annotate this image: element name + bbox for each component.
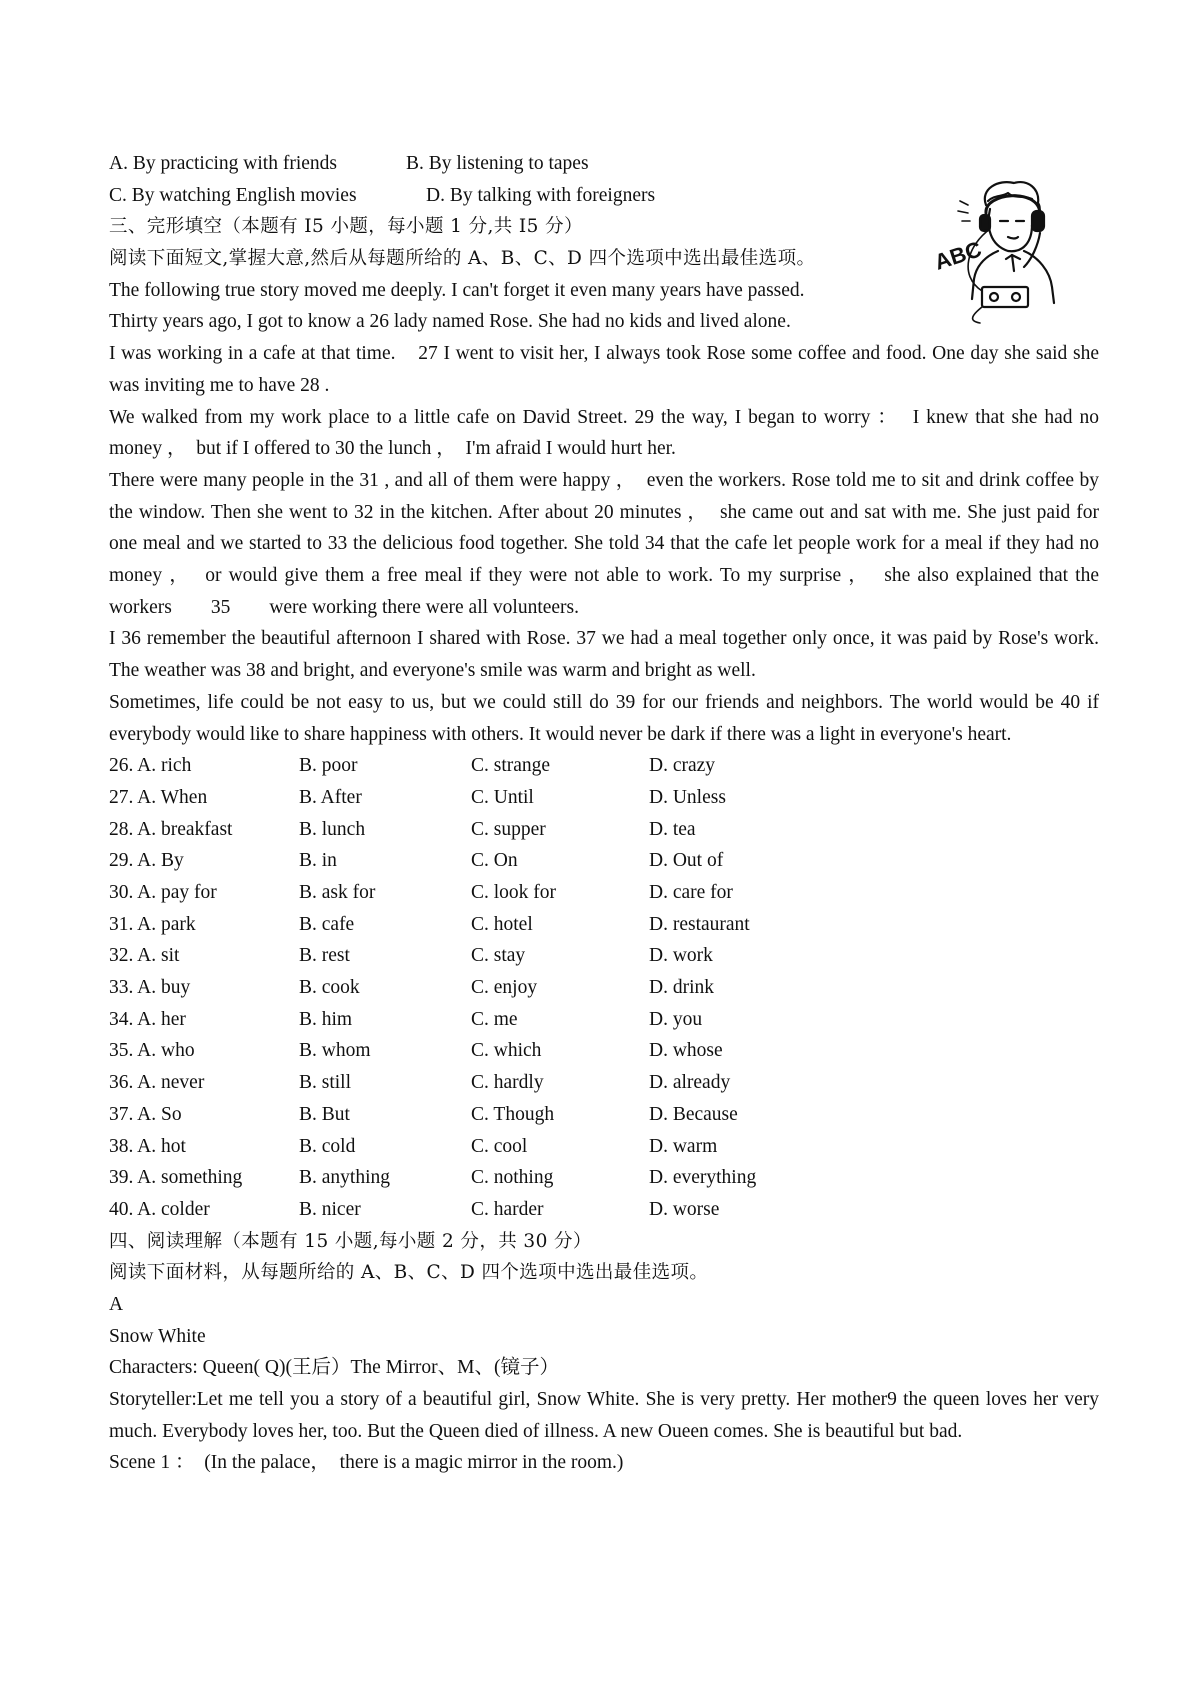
question-option-b: B. cafe: [299, 913, 355, 935]
question-option-d: D. Out of: [649, 850, 724, 872]
question-option-a: 34. A. her: [109, 1008, 186, 1030]
reading-section-label: A: [109, 1293, 124, 1315]
question-option-c: C. enjoy: [471, 977, 538, 999]
question-option-d: D. warm: [649, 1135, 718, 1157]
question-row: [109, 1067, 1099, 1099]
question-option-d: D. whose: [649, 1040, 723, 1062]
question-option-c: C. stay: [471, 945, 526, 967]
cloze-paragraph: The following true story moved me deeply. I can't forget it even many years have passed.: [109, 279, 805, 301]
illustration-letters: ABC: [931, 236, 985, 275]
question-option-d: D. you: [649, 1008, 703, 1030]
question-option-d: D. Because: [649, 1103, 738, 1125]
question-option-d: D. restaurant: [649, 913, 750, 935]
question-option-b: B. poor: [299, 755, 358, 777]
question-option-a: 32. A. sit: [109, 945, 180, 967]
question-option-d: D. everything: [649, 1167, 757, 1189]
question-option-d: D. Unless: [649, 786, 726, 808]
question-option-c: C. On: [471, 850, 518, 872]
question-option-a: 29. A. By: [109, 850, 184, 872]
question-option-a: 39. A. something: [109, 1167, 243, 1189]
question-option-c: C. Though: [471, 1103, 555, 1125]
listening-option-d: D. By talking with foreigners: [426, 184, 656, 206]
question-option-a: 37. A. So: [109, 1103, 182, 1125]
reading-storyteller: Storyteller:Let me tell you a story of a beautiful girl, Snow White. She is very pretty. Her mother9 the queen loves her very much. Everybody loves her, too. But the Queen died of illness. A new Oueen comes. She is beautiful but bad.: [109, 1389, 1099, 1442]
question-option-c: C. look for: [471, 882, 557, 904]
question-option-d: D. drink: [649, 977, 714, 999]
question-option-d: D. already: [649, 1072, 731, 1094]
cloze-paragraph: I was working in a cafe at that time. 27 I went to visit her, I always took Rose some coffee and food. One day she said she was inviting me to have 28 .: [109, 343, 1104, 396]
question-option-a: 33. A. buy: [109, 977, 191, 999]
question-row: [109, 750, 1099, 782]
reading-heading: 四、阅读理解（本题有 15 小题,每小题 2 分，共 30 分）: [109, 1230, 592, 1252]
cloze-heading: 三、完形填空（本题有 I5 小题，每小题 1 分,共 I5 分）: [109, 216, 583, 238]
question-option-b: B. whom: [299, 1040, 371, 1062]
question-option-d: D. care for: [649, 882, 733, 904]
cloze-instruction: 阅读下面短文,掌握大意,然后从每题所给的 A、B、C、D 四个选项中选出最佳选项。: [109, 248, 816, 270]
question-option-c: C. hotel: [471, 913, 533, 935]
question-row: [109, 1004, 1099, 1036]
question-row: [109, 972, 1099, 1004]
cloze-paragraph: Thirty years ago, I got to know a 26 lady named Rose. She had no kids and lived alone.: [109, 311, 791, 333]
question-option-b: B. in: [299, 850, 337, 872]
question-option-c: C. which: [471, 1040, 542, 1062]
question-row: [109, 1131, 1099, 1163]
reading-scene: Scene 1 ： (In the palace， there is a magic mirror in the room.): [109, 1452, 624, 1474]
question-option-c: C. hardly: [471, 1072, 544, 1094]
question-row: [109, 1194, 1099, 1226]
question-option-c: C. strange: [471, 755, 551, 777]
question-option-a: 27. A. When: [109, 786, 208, 808]
reading-instruction: 阅读下面材料，从每题所给的 A、B、C、D 四个选项中选出最佳选项。: [109, 1262, 709, 1284]
question-option-a: 28. A. breakfast: [109, 818, 233, 840]
reading-title: Snow White: [109, 1325, 206, 1347]
question-row: [109, 1035, 1099, 1067]
question-row: [109, 877, 1099, 909]
question-option-d: D. crazy: [649, 755, 716, 777]
question-row: [109, 1099, 1099, 1131]
question-row: [109, 845, 1099, 877]
question-option-c: C. nothing: [471, 1167, 554, 1189]
question-option-a: 26. A. rich: [109, 755, 192, 777]
question-option-b: B. still: [299, 1072, 352, 1094]
question-option-a: 35. A. who: [109, 1040, 195, 1062]
question-option-d: D. worse: [649, 1198, 720, 1220]
listening-option-c: C. By watching English movies: [109, 184, 357, 206]
question-row: [109, 1162, 1099, 1194]
question-row: [109, 940, 1099, 972]
question-option-a: 38. A. hot: [109, 1135, 186, 1157]
question-option-b: B. him: [299, 1008, 353, 1030]
listening-options-row-2: [109, 180, 1099, 212]
question-option-b: B. cold: [299, 1135, 356, 1157]
question-row: [109, 814, 1099, 846]
question-option-b: B. nicer: [299, 1198, 361, 1220]
question-row: [109, 909, 1099, 941]
question-option-c: C. cool: [471, 1135, 528, 1157]
question-option-a: 31. A. park: [109, 913, 196, 935]
cloze-paragraph: I 36 remember the beautiful afternoon I shared with Rose. 37 we had a meal together only once, it was paid by Rose's work. The weather was 38 and bright, and everyone's smile was warm and bright as well.: [109, 628, 1099, 682]
question-option-a: 36. A. never: [109, 1072, 205, 1094]
reading-characters: Characters: Queen( Q)(王后）The Mirror、M、(镜子）: [109, 1357, 560, 1379]
question-option-c: C. supper: [471, 818, 546, 840]
exam-page: [109, 148, 1104, 1479]
question-option-d: D. tea: [649, 818, 696, 840]
question-option-b: B. But: [299, 1103, 350, 1125]
cloze-passage: [109, 275, 1104, 751]
question-option-a: 30. A. pay for: [109, 882, 217, 904]
question-option-c: C. Until: [471, 786, 534, 808]
cloze-question-list: [109, 750, 1099, 1225]
question-option-b: B. anything: [299, 1167, 390, 1189]
listening-option-b: B. By listening to tapes: [406, 153, 589, 174]
listening-option-a: A. By practicing with friends: [109, 153, 337, 174]
listening-options-row-1: [109, 148, 1099, 180]
question-option-a: 40. A. colder: [109, 1198, 210, 1220]
question-option-c: C. harder: [471, 1198, 544, 1220]
question-option-c: C. me: [471, 1008, 518, 1030]
question-option-b: B. After: [299, 786, 362, 808]
cloze-paragraph: There were many people in the 31 , and all of them were happy ， even the workers. Rose told me to sit and drink coffee by the window. Then she went to 32 in the kitchen. After about 20 minutes ， she came out and sat with me. She just paid for one meal and we started to 33 the delicious food together. She told 34 that the cafe let people work for a meal if they had no money ， or would give them a free meal if they were not able to work. To my surprise ， she also explained that the workers 35 were working there were all volunteers.: [109, 469, 1104, 618]
cloze-paragraph: We walked from my work place to a little cafe on David Street. 29 the way, I began to worry ： I knew that she had no money ， but if I offered to 30 the lunch ， I'm afraid I would hurt her.: [109, 406, 1104, 460]
question-option-b: B. cook: [299, 977, 360, 999]
question-option-b: B. ask for: [299, 882, 376, 904]
cloze-paragraph: Sometimes, life could be not easy to us, but we could still do 39 for our friends and neighbors. The world would be 40 if everybody would like to share happiness with others. It would never be dark if there was a light in everyone's heart.: [109, 691, 1099, 745]
question-option-d: D. work: [649, 945, 713, 967]
question-option-b: B. lunch: [299, 818, 366, 840]
question-row: [109, 782, 1099, 814]
question-option-b: B. rest: [299, 945, 350, 967]
